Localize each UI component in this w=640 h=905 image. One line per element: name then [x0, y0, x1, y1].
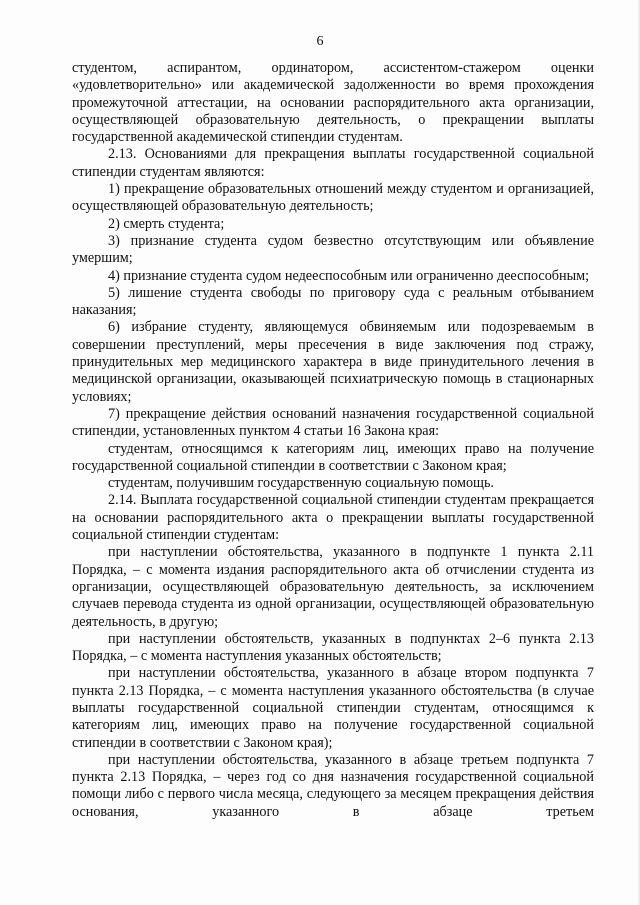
paragraph-2-13-item-2: 2) смерть студента; — [108, 215, 225, 232]
paragraph-2-13-item-6: 6) избрание студенту, являющемуся обвиняемым или подозреваемым в совершении преступлений, меры пресечения в виде заключения под стражу, принудительных мер медицинского характера в виде принудительного лечения в медицинской организации, оказывающей психиатрическую помощь в стационарных условиях; — [72, 319, 594, 405]
paragraph-2-13-item-7-b: студентам, получившим государственную социальную помощь. — [108, 475, 494, 492]
paragraph-2-14-c: при наступлении обстоятельства, указанного в абзаце втором подпункта 7 пункта 2.13 Порядка, – с момента наступления указанного обстоятельства (в случае выплаты государственной социальной стипендии студентам, относящимся к категориям лиц, имеющих право на получение государственной социальной стипендии в соответствии с Законом края); — [72, 665, 594, 751]
paragraph-2-13-item-5: 5) лишение студента свободы по приговору суда с реальным отбыванием наказания; — [72, 284, 594, 319]
paragraph-2-13-item-4: 4) признание студента судом недееспособным или ограниченно дееспособным; — [108, 267, 590, 284]
paragraph-2-14: 2.14. Выплата государственной социальной стипендии студентам прекращается на основании распорядительного акта о прекращении выплаты государственной социальной стипендии студентам: — [72, 492, 594, 544]
paragraph-2-14-b: при наступлении обстоятельств, указанных в подпунктах 2–6 пункта 2.13 Порядка, – с момента наступления указанных обстоятельств; — [72, 630, 594, 665]
paragraph-continued-2-12: студентом, аспирантом, ординатором, ассистентом-стажером оценки «удовлетворительно» или академической задолженности во время прохождения промежуточной аттестации, на основании распорядительного акта организации, осуществляющей образовательную деятельность, о прекращении выплаты государственной академической стипендии студентам. — [72, 60, 594, 146]
paragraph-2-13-item-7: 7) прекращение действия оснований назначения государственной социальной стипендии, установленных пунктом 4 статьи 16 Закона края: — [72, 405, 594, 440]
paragraph-2-13-item-1: 1) прекращение образовательных отношений между студентом и организацией, осуществляющей образовательную деятельность; — [72, 181, 594, 215]
paragraph-2-14-a: при наступлении обстоятельства, указанного в подпункте 1 пункта 2.11 Порядка, – с момента издания распорядительного акта об отчислении студента из организации, осуществляющей образовательную деятельность, за исключением случаев перевода студента из одной организации, осуществляющей образовательную деятельность, в другую; — [72, 544, 594, 630]
paragraph-2-14-d: при наступлении обстоятельства, указанного в абзаце третьем подпункта 7 пункта 2.13 Порядка, – через год со дня назначения государственной социальной помощи либо с первого числа месяца, следующего за месяцем прекращения действия основания, указанного в абзаце третьем — [72, 751, 594, 820]
paragraph-2-13-item-7-a: студентам, относящимся к категориям лиц, имеющих право на получение государственной социальной стипендии в соответствии с Законом края; — [72, 440, 594, 474]
page-number: 6 — [316, 34, 324, 49]
paragraph-2-13-item-3: 3) признание студента судом безвестно отсутствующим или объявление умершим; — [72, 232, 594, 267]
paragraph-2-13: 2.13. Основаниями для прекращения выплаты государственной социальной стипендии студентам являются: — [72, 146, 594, 180]
document-body — [72, 60, 594, 821]
